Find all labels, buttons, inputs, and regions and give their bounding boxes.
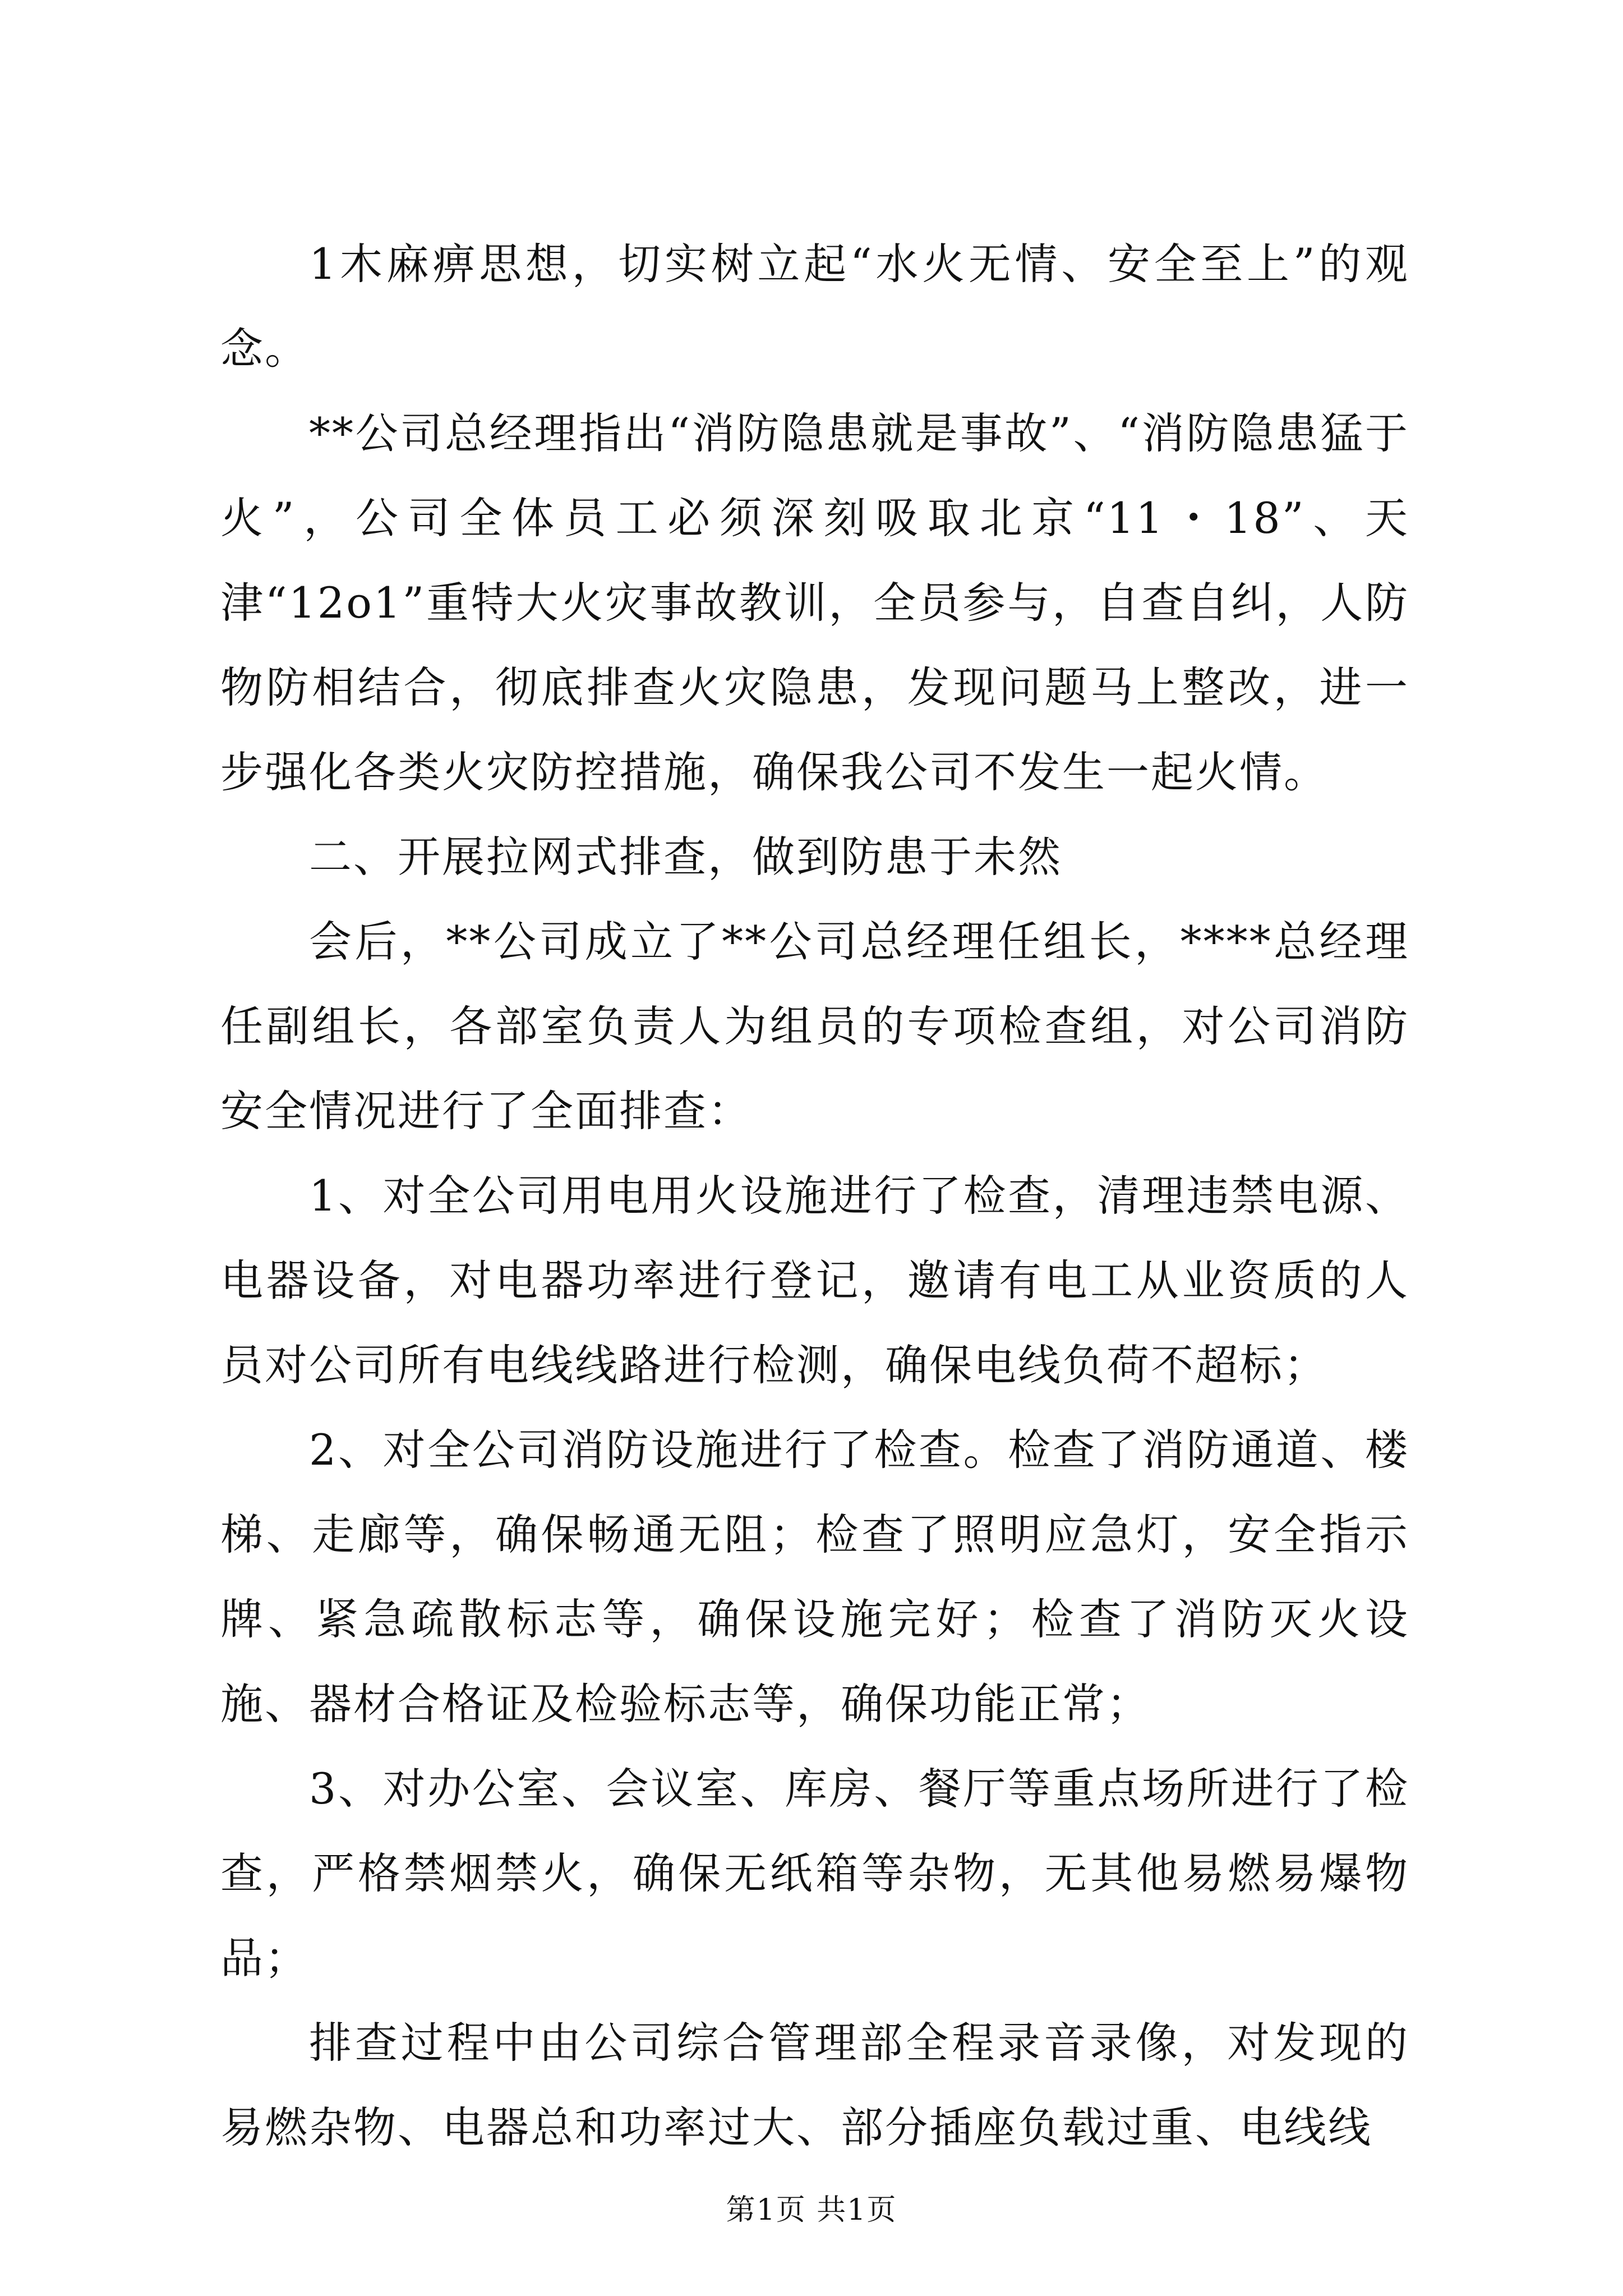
list-item-2: 2、对全公司消防设施进行了检查。检查了消防通道、楼梯、走廊等，确保畅通无阻；检查了照明应急灯，安全指示牌、紧急疏散标志等，确保设施完好；检查了消防灭火设施、器材合格证及检验标志等，确保功能正常； — [220, 1425, 1409, 1729]
paragraph-4: 排查过程中由公司综合管理部全程录音录像，对发现的易燃杂物、电器总和功率过大、部分插座负载过重、电线线 — [220, 2018, 1409, 2152]
section-heading-2: 二、开展拉网式排查，做到防患于未然 — [309, 832, 1062, 882]
page-footer: 第1页 共1页 — [726, 2193, 897, 2227]
paragraph-1: 1木麻痹思想，切实树立起“水火无情、安全至上”的观念。 — [220, 239, 1409, 374]
paragraph-3: 会后，**公司成立了**公司总经理任组长，****总经理任副组长，各部室负责人为组员的专项检查组，对公司消防安全情况进行了全面排查： — [220, 917, 1409, 1136]
list-item-1: 1、对全公司用电用火设施进行了检查，清理违禁电源、电器设备，对电器功率进行登记，邀请有电工从业资质的人员对公司所有电线线路进行检测，确保电线负荷不超标； — [220, 1171, 1409, 1390]
document-body — [220, 222, 1409, 2170]
paragraph-2: **公司总经理指出“消防隐患就是事故”、“消防隐患猛于火”，公司全体员工必须深刻吸取北京“11・18”、天津“12o1”重特大火灾事故教训，全员参与，自查自纠，人防物防相结合，彻底排查火灾隐患，发现问题马上整改，进一步强化各类火灾防控措施，确保我公司不发生一起火情。 — [220, 408, 1409, 797]
list-item-3: 3、对办公室、会议室、库房、餐厅等重点场所进行了检查，严格禁烟禁火，确保无纸箱等杂物，无其他易燃易爆物品； — [220, 1764, 1409, 1983]
